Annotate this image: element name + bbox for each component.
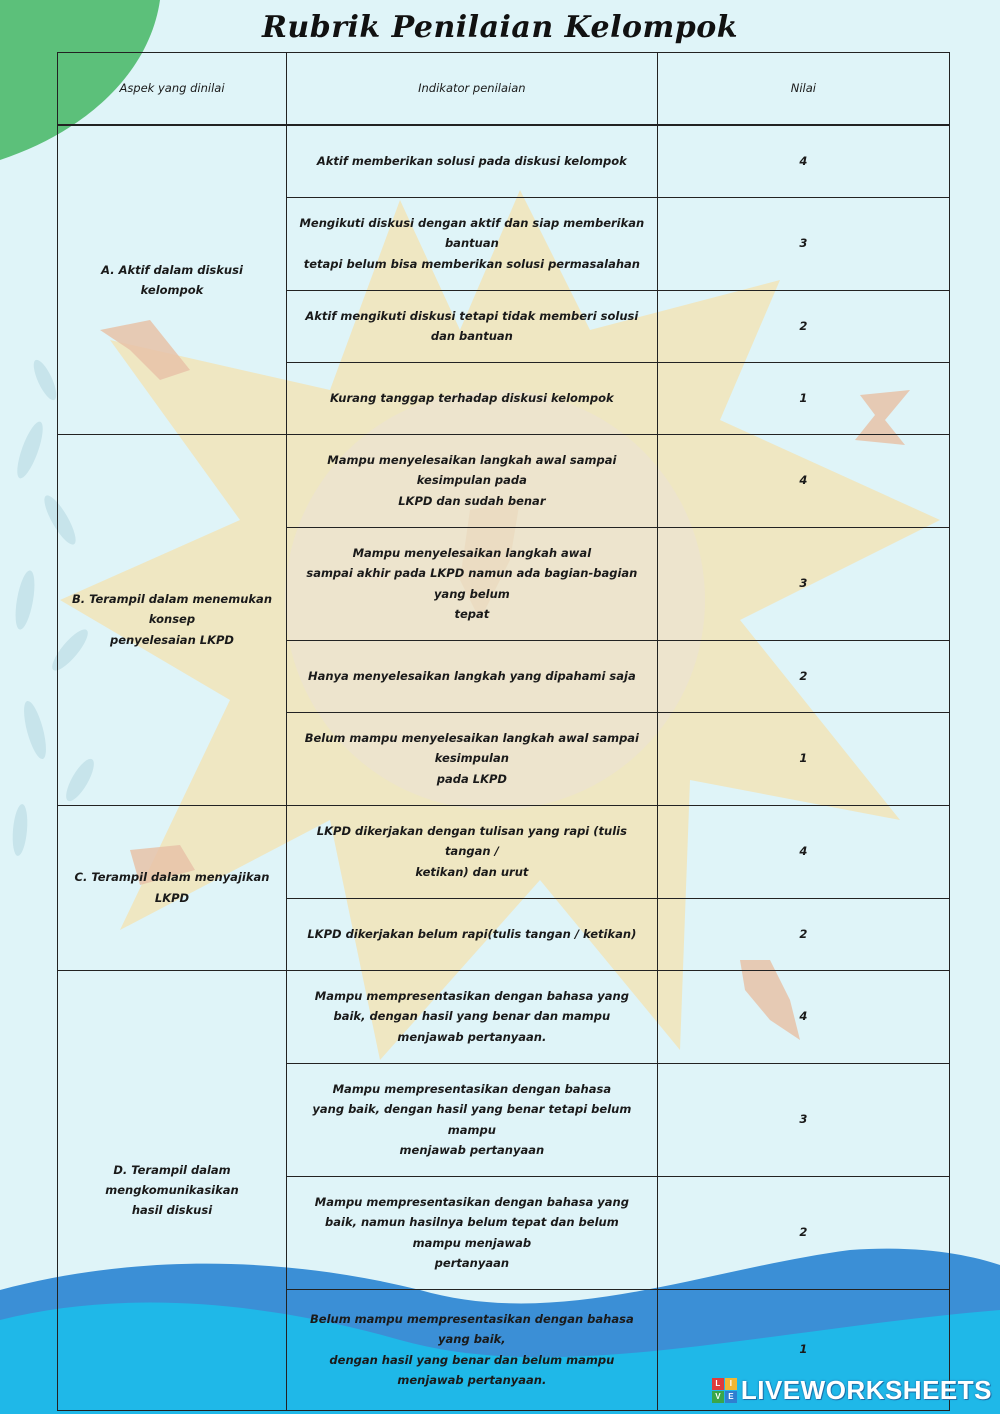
logo-letter: E [725,1391,737,1403]
table-header-row [58,53,950,126]
rubric-body [58,125,950,1410]
logo-mark [712,1378,737,1403]
score-cell: 2 [657,640,949,712]
score-cell: 4 [657,125,949,197]
indicator-cell: Hanya menyelesaikan langkah yang dipahami saja [286,640,657,712]
logo-letter: I [725,1378,737,1390]
indicator-cell: LKPD dikerjakan belum rapi(tulis tangan / ketikan) [286,898,657,970]
rubric-table [57,52,950,1411]
table-row [58,805,950,898]
score-cell: 1 [657,362,949,434]
logo-letter: V [712,1391,724,1403]
score-cell: 4 [657,970,949,1063]
indicator-cell: Aktif mengikuti diskusi tetapi tidak memberi solusi dan bantuan [286,290,657,362]
table-row [58,434,950,527]
aspect-cell: D. Terampil dalam mengkomunikasikan hasil diskusi [58,970,287,1410]
table-row [58,125,950,197]
score-cell: 1 [657,1289,949,1410]
indicator-cell: Mengikuti diskusi dengan aktif dan siap memberikan bantuan tetapi belum bisa memberikan solusi permasalahan [286,197,657,290]
indicator-cell: Kurang tanggap terhadap diskusi kelompok [286,362,657,434]
indicator-cell: Mampu menyelesaikan langkah awal sampai kesimpulan pada LKPD dan sudah benar [286,434,657,527]
header-score: Nilai [657,53,949,126]
indicator-cell: Mampu mempresentasikan dengan bahasa yang baik, namun hasilnya belum tepat dan belum mampu menjawab pertanyaan [286,1176,657,1289]
score-cell: 2 [657,1176,949,1289]
liveworksheets-logo [712,1375,992,1406]
table-row [58,970,950,1063]
page-title: Rubrik Penilaian Kelompok [261,10,739,45]
aspect-cell: C. Terampil dalam menyajikan LKPD [58,805,287,970]
indicator-cell: LKPD dikerjakan dengan tulisan yang rapi (tulis tangan / ketikan) dan urut [286,805,657,898]
score-cell: 3 [657,1063,949,1176]
indicator-cell: Aktif memberikan solusi pada diskusi kelompok [286,125,657,197]
header-indicator: Indikator penilaian [286,53,657,126]
indicator-cell: Mampu menyelesaikan langkah awal sampai akhir pada LKPD namun ada bagian-bagian yang belum tepat [286,527,657,640]
header-aspect: Aspek yang dinilai [58,53,287,126]
score-cell: 3 [657,527,949,640]
score-cell: 1 [657,712,949,805]
score-cell: 2 [657,290,949,362]
aspect-cell: B. Terampil dalam menemukan konsep penyelesaian LKPD [58,434,287,805]
score-cell: 2 [657,898,949,970]
indicator-cell: Mampu mempresentasikan dengan bahasa yang baik, dengan hasil yang benar dan mampu menjawab pertanyaan. [286,970,657,1063]
indicator-cell: Belum mampu mempresentasikan dengan bahasa yang baik, dengan hasil yang benar dan belum mampu menjawab pertanyaan. [286,1289,657,1410]
indicator-cell: Mampu mempresentasikan dengan bahasa yang baik, dengan hasil yang benar tetapi belum mampu menjawab pertanyaan [286,1063,657,1176]
aspect-cell: A. Aktif dalam diskusi kelompok [58,125,287,434]
logo-text: LIVEWORKSHEETS [740,1375,992,1405]
score-cell: 4 [657,434,949,527]
score-cell: 4 [657,805,949,898]
score-cell: 3 [657,197,949,290]
indicator-cell: Belum mampu menyelesaikan langkah awal sampai kesimpulan pada LKPD [286,712,657,805]
logo-letter: L [712,1378,724,1390]
